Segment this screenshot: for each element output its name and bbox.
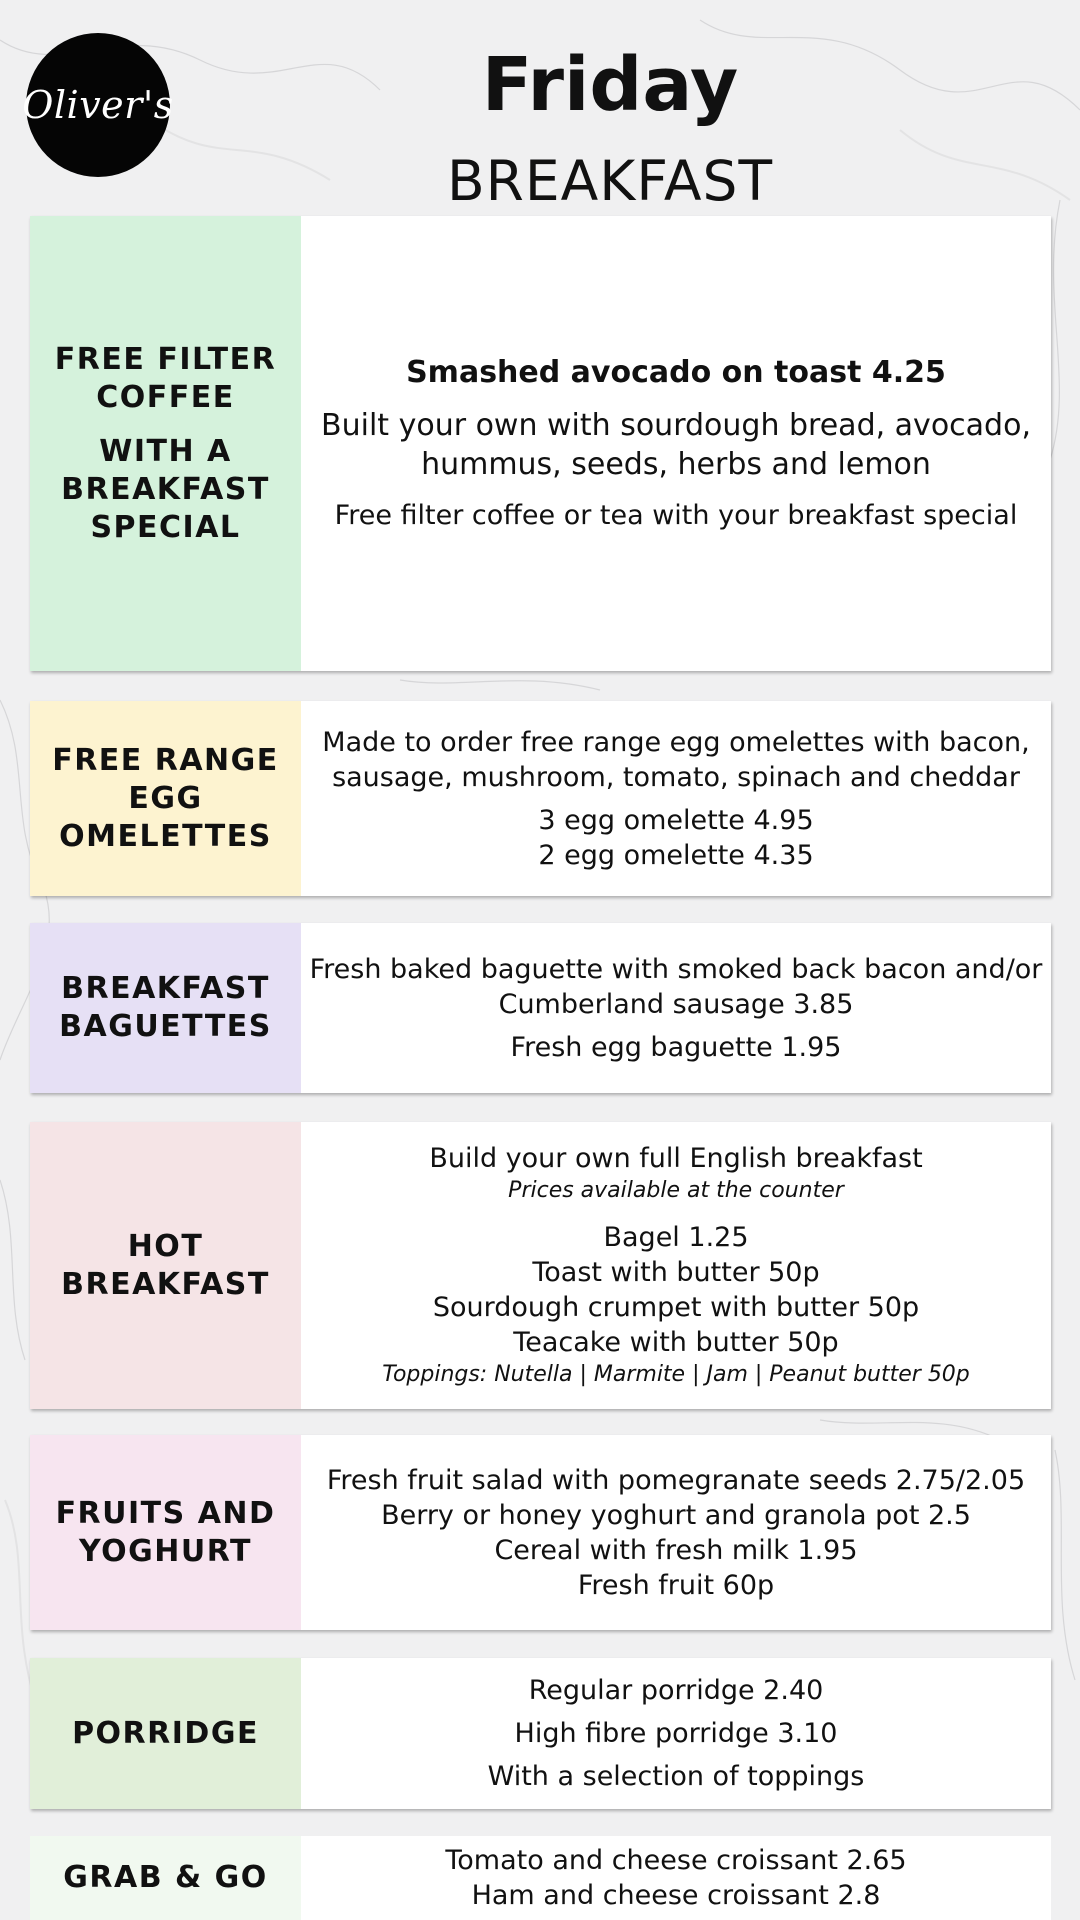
toppings-note: Toppings: Nutella | Marmite | Jam | Peanut butter 50p — [382, 1362, 970, 1387]
menu-item: High fibre porridge 3.10 — [514, 1718, 838, 1749]
menu-item: Sourdough crumpet with butter 50p — [432, 1292, 920, 1323]
menu-item: Fresh fruit salad with pomegranate seeds 2.75/2.05 — [326, 1464, 1026, 1496]
section-description-line: Made to order free range egg omelettes with bacon, — [322, 726, 1030, 758]
logo-text: Oliver's — [22, 83, 174, 127]
menu-section-baguettes — [30, 923, 1051, 1093]
special-note: Free filter coffee or tea with your breakfast special — [334, 500, 1018, 531]
section-items — [301, 1122, 1051, 1409]
menu-item: Toast with butter 50p — [532, 1257, 820, 1288]
category-line: FREE RANGE — [52, 742, 279, 778]
menu-section-omelettes — [30, 701, 1051, 896]
category-line: BAGUETTES — [59, 1009, 272, 1044]
menu-item: Bagel 1.25 — [603, 1222, 749, 1253]
category-line: HOT — [127, 1228, 204, 1264]
section-category-label — [30, 701, 301, 896]
category-line: BREAKFAST — [61, 471, 270, 507]
category-line: FRUITS AND — [55, 1495, 276, 1531]
menu-item: Teacake with butter 50p — [513, 1327, 839, 1358]
menu-item: 3 egg omelette 4.95 — [538, 804, 814, 836]
section-items — [301, 216, 1051, 671]
menu-item: Cereal with fresh milk 1.95 — [494, 1534, 858, 1566]
section-category-label — [30, 1122, 301, 1409]
menu-item: With a selection of toppings — [487, 1761, 865, 1792]
menu-day-title: Friday — [481, 42, 739, 128]
special-description-line: hummus, seeds, herbs and lemon — [421, 447, 931, 482]
category-line: GRAB & GO — [63, 1860, 268, 1895]
category-line: BREAKFAST — [61, 1266, 270, 1302]
section-items — [301, 1435, 1051, 1630]
menu-item: Berry or honey yoghurt and granola pot 2.5 — [381, 1499, 971, 1531]
section-category-label — [30, 1836, 301, 1920]
section-items — [301, 1836, 1051, 1920]
category-line: PORRIDGE — [72, 1715, 259, 1751]
menu-item: 2 egg omelette 4.35 — [538, 839, 814, 871]
menu-item: Ham and cheese croissant 2.8 — [471, 1880, 881, 1911]
menu-section-porridge — [30, 1658, 1051, 1809]
menu-section-grab-and-go — [30, 1836, 1051, 1920]
category-line: BREAKFAST — [61, 971, 270, 1006]
section-items — [301, 701, 1051, 896]
section-description-line: Fresh baked baguette with smoked back bacon and/or — [309, 953, 1043, 985]
section-items — [301, 1658, 1051, 1809]
category-line: OMELETTES — [59, 818, 272, 854]
brand-logo — [22, 33, 174, 177]
section-description-line: Cumberland sausage 3.85 — [498, 988, 854, 1020]
section-description-line: sausage, mushroom, tomato, spinach and cheddar — [332, 761, 1020, 793]
section-items — [301, 923, 1051, 1093]
menu-section-fruits-yoghurt — [30, 1435, 1051, 1630]
section-title: Build your own full English breakfast — [429, 1143, 923, 1174]
special-description-line: Built your own with sourdough bread, avocado, — [321, 408, 1031, 443]
menu-item: Regular porridge 2.40 — [528, 1675, 824, 1706]
menu-item: Tomato and cheese croissant 2.65 — [445, 1845, 907, 1876]
menu-item: Fresh egg baguette 1.95 — [510, 1031, 842, 1063]
category-line: FREE FILTER — [54, 341, 277, 377]
category-line: EGG — [128, 780, 203, 816]
category-line: COFFEE — [96, 379, 235, 415]
section-category-label — [30, 1435, 301, 1630]
section-category-label — [30, 216, 301, 671]
section-category-label — [30, 1658, 301, 1809]
category-line: SPECIAL — [90, 509, 241, 545]
menu-section-breakfast-special — [30, 216, 1051, 671]
section-subtitle: Prices available at the counter — [508, 1178, 844, 1203]
menu-section-hot-breakfast — [30, 1122, 1051, 1409]
category-line: WITH A — [99, 433, 232, 469]
menu-item: Fresh fruit 60p — [577, 1569, 775, 1601]
menu-meal-title: BREAKFAST — [446, 149, 774, 213]
category-line: YOGHURT — [79, 1533, 252, 1569]
section-category-label — [30, 923, 301, 1093]
special-item-name: Smashed avocado on toast 4.25 — [406, 355, 946, 390]
